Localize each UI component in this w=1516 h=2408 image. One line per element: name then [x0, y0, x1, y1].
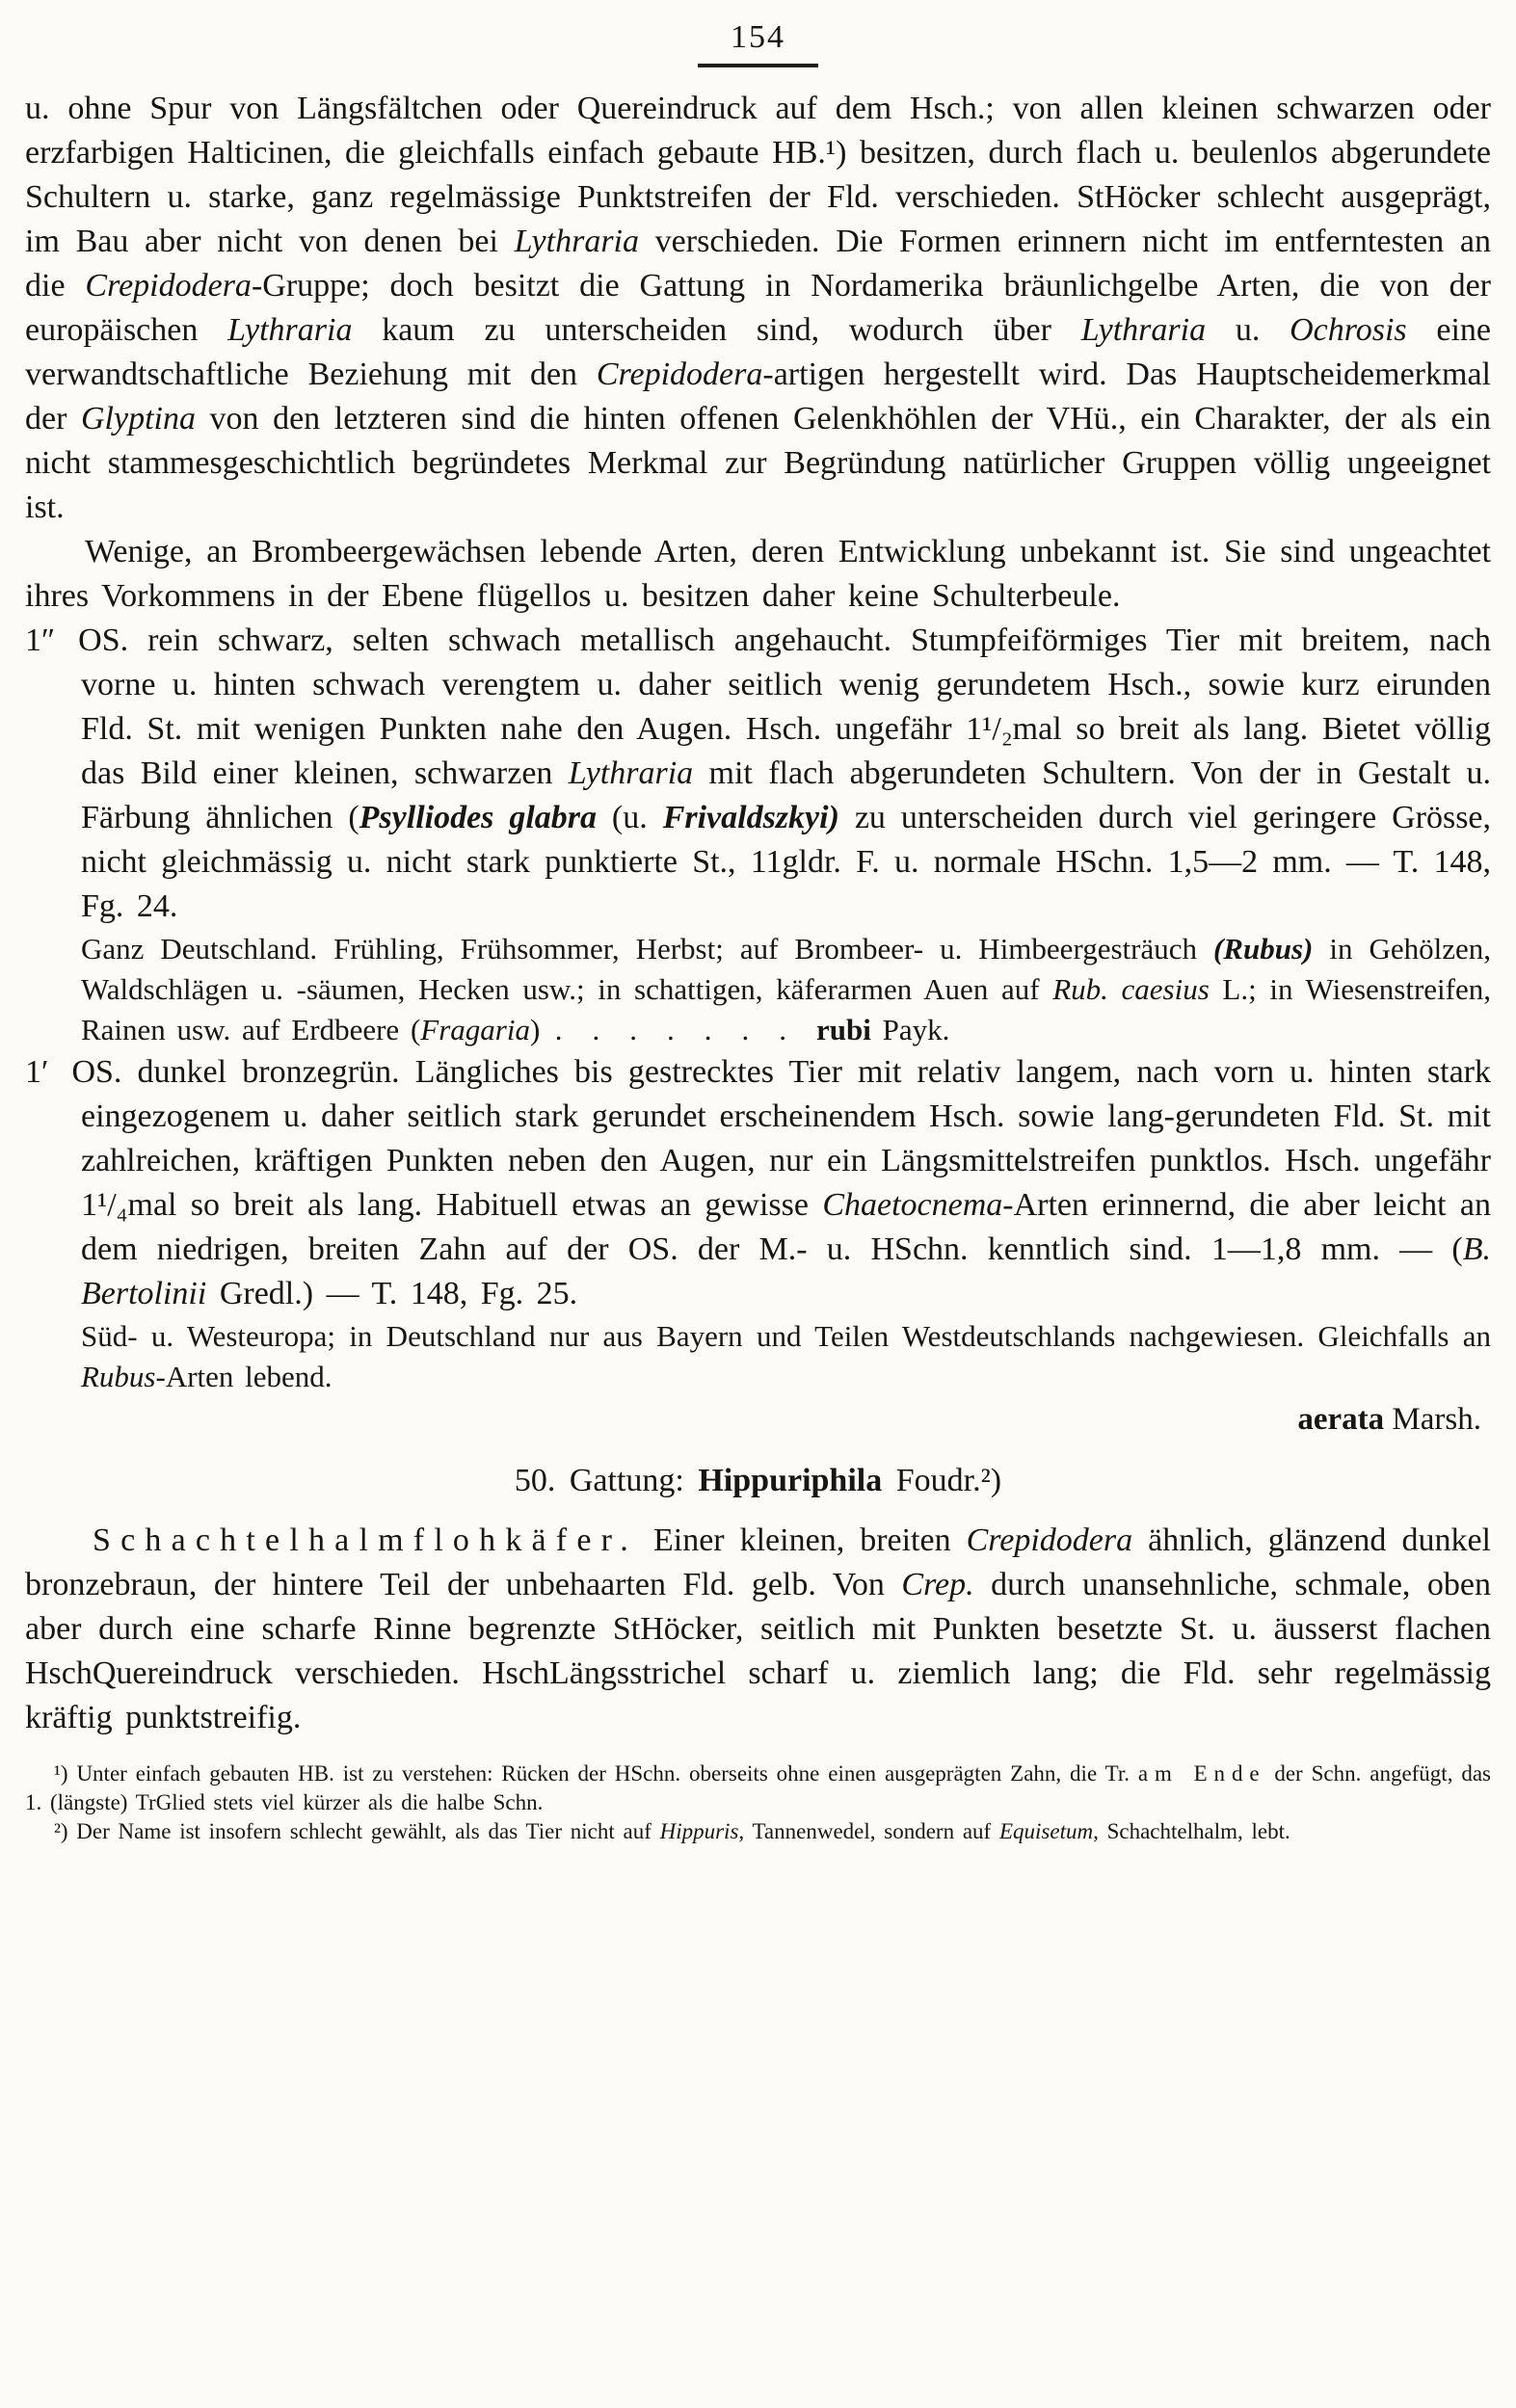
text-segment: Einer kleinen, breiten: [637, 1522, 967, 1558]
text-segment: u. ohne Spur von Längsfältchen oder Quereindruck auf dem Hsch.; von allen kleinen schwarzen oder erzfarbigen Halticinen, die gleichfalls einfach gebaute HB.¹) besitzen, durch flach u. beulenlos abgerundete Schultern u. starke, ganz regelmässige Punktstreifen der Fld. verschieden. StHöcker schlecht ausgeprägt, im Bau aber nicht von denen bei: [25, 91, 1491, 259]
text-segment: Crepidodera: [596, 357, 763, 392]
text-segment: Ganz Deutschland. Frühling, Frühsommer, Herbst; auf Brombeer- u. Himbeergesträuch: [81, 932, 1213, 966]
key-marker: 1′: [25, 1054, 49, 1090]
text-segment: von den letzteren sind die hinten offenen Gelenkhöhlen der VHü., ein Charakter, der als ein nicht stammesgeschichtlich begründetes Merkmal zur Begründung natürlicher Gruppen völlig ungeeignet ist.: [25, 401, 1491, 525]
text-segment: Süd- u. Westeuropa; in Deutschland nur aus Bayern und Teilen Westdeutschlands nachgewiesen. Gleichfalls an: [81, 1319, 1491, 1353]
text-segment: Gredl.) — T. 148, Fg. 25.: [206, 1276, 578, 1311]
text-segment: -Arten erinnernd, die aber leicht an dem niedrigen, breiten Zahn auf der OS. der M.- u. HSchn. kenntlich sind. 1—1,8 mm. — (: [81, 1187, 1491, 1267]
text-segment: zu unterscheiden durch viel geringere Grösse, nicht gleichmässig u. nicht stark punktierte St., 11gldr. F. u. normale HSchn. 1,5—2 mm. — T. 148, Fg. 24.: [81, 800, 1492, 924]
text-segment: L.; in Wiesenstreifen, Rainen usw. auf Erdbeere (: [81, 972, 1491, 1046]
text-segment: Frivaldszkyi): [662, 800, 839, 835]
text-segment: Lythraria: [227, 312, 353, 348]
paragraph-genus-diagnosis: [25, 87, 1491, 530]
text-segment: der Schn. angefügt, das 1. (längste) TrGlied stets viel kürzer als die halbe Schn.: [25, 1761, 1491, 1814]
text-segment: kaum zu unterscheiden sind, wodurch über: [352, 312, 1081, 348]
text-segment: -Gruppe; doch besitzt die Gattung in Nordamerika bräunlichgelbe Arten, die von der europäischen: [25, 268, 1491, 348]
text-segment: OS. dunkel bronzegrün. Längliches bis gestrecktes Tier mit relativ langem, nach vorn u. hinten stark eingezogenem u. daher seitlich stark gerundet erscheinendem Hsch. sowie lang-gerundeten Fld. St. mit zahlreichen, kräftigen Punkten neben den Augen, nur ein Längsmittelstreifen punktlos. Hsch. ungefähr 1¹/₄mal so breit als lang. Habituell etwas an gewisse: [71, 1054, 1491, 1223]
text-segment: Rub. caesius: [1052, 972, 1210, 1006]
text-segment: Glyptina: [80, 401, 196, 437]
paragraph-genus-description: [25, 1519, 1491, 1740]
text-segment: mit flach abgerundeten Schultern. Von der in Gestalt u. Färbung ähnlichen (: [81, 755, 1492, 835]
text-segment: in Gehölzen, Waldschlägen u. -säumen, Hecken usw.; in schattigen, käferarmen Auen auf: [81, 932, 1491, 1006]
text-segment: Hippuris: [659, 1819, 739, 1843]
text-segment: Crepidodera: [966, 1522, 1133, 1558]
text-segment: ) . . . . . . .: [529, 1013, 817, 1046]
text-segment: , Tannenwedel, sondern auf: [738, 1819, 999, 1843]
page-header: [25, 19, 1491, 67]
footnote-2: [25, 1817, 1491, 1846]
text-segment: ¹) Unter einfach gebauten HB. ist zu verstehen: Rücken der HSchn. oberseits ohne einen ausgeprägten Zahn, die Tr.: [54, 1761, 1138, 1786]
text-segment: Wenige, an Brombeergewächsen lebende Arten, deren Entwicklung unbekannt ist. Sie sind ungeachtet ihres Vorkommens in der Ebene flügellos u. besitzen daher keine Schulterbeule.: [25, 534, 1491, 614]
text-segment: -Arten lebend.: [155, 1360, 332, 1393]
text-segment: Hippuriphila: [698, 1463, 883, 1498]
text-segment: (u.: [597, 800, 663, 835]
text-segment: Payk.: [870, 1013, 950, 1046]
text-segment: u.: [1206, 312, 1290, 348]
text-segment: aerata: [1297, 1402, 1385, 1437]
text-segment: Lythraria: [1080, 312, 1207, 348]
paragraph-biology-note: [25, 530, 1491, 619]
text-segment: Schachtelhalmflohkäfer.: [93, 1522, 638, 1558]
text-segment: Psylliodes glabra: [359, 800, 598, 835]
text-segment: Marsh.: [1384, 1402, 1481, 1437]
text-segment: Lythraria: [568, 755, 694, 791]
text-segment: Crepidodera: [85, 268, 252, 304]
text-segment: Equisetum: [998, 1819, 1094, 1843]
text-block: [25, 87, 1491, 1740]
text-segment: eine verwandtschaftliche Beziehung mit den: [25, 312, 1492, 392]
text-segment: , Schachtelhalm, lebt.: [1093, 1819, 1290, 1843]
page-number: 154: [698, 19, 818, 67]
text-segment: Ochrosis: [1290, 312, 1407, 348]
text-segment: ähnlich, glänzend dunkel bronzebraun, der hintere Teil der unbehaarten Fld. gelb. Von: [25, 1522, 1491, 1602]
distribution-rubi: [81, 929, 1491, 1050]
text-segment: ²) Der Name ist insofern schlecht gewählt, als das Tier nicht auf: [54, 1819, 660, 1843]
text-segment: rubi: [816, 1013, 871, 1046]
key-item-body: [78, 622, 1491, 924]
text-segment: -artigen hergestellt wird. Das Hauptscheidemerkmal der: [25, 357, 1491, 437]
text-segment: Rubus: [81, 1360, 156, 1393]
text-segment: Lythraria: [514, 224, 639, 259]
distribution-aerata: [81, 1316, 1491, 1397]
text-segment: Chaetocnema: [822, 1187, 1003, 1223]
text-segment: Foudr.²): [882, 1463, 1002, 1498]
text-segment: durch unansehnliche, schmale, oben aber durch eine scharfe Rinne begrenzte StHöcker, seitlich mit Punkten besetzte St. u. äusserst flachen HschQuereindruck verschieden. HschLängsstrichel scharf u. ziemlich lang; die Fld. sehr regelmässig kräftig punktstreifig.: [25, 1567, 1492, 1735]
text-segment: Crep.: [901, 1567, 974, 1602]
text-segment: (Rubus): [1212, 932, 1314, 966]
genus-heading: [25, 1459, 1491, 1503]
text-segment: am Ende: [1137, 1761, 1266, 1786]
key-item-1-double-prime: [25, 619, 1491, 929]
text-segment: OS. rein schwarz, selten schwach metallisch angehaucht. Stumpfeiförmiges Tier mit breitem, nach vorne u. hinten schwach verengtem u. daher seitlich wenig gerundetem Hsch., sowie kurz eirunden Fld. St. mit wenigen Punkten nahe den Augen. Hsch. ungefähr 1¹/₂mal so breit als lang. Bietet völlig das Bild einer kleinen, schwarzen: [78, 622, 1491, 791]
key-item-1-prime: [25, 1050, 1491, 1316]
footnotes-section: [25, 1760, 1491, 1846]
key-item-body: [71, 1054, 1491, 1311]
text-segment: B. Bertolinii: [81, 1231, 1491, 1311]
species-name-aerata: [25, 1397, 1491, 1442]
text-segment: Fragaria: [420, 1013, 530, 1046]
key-marker: 1″: [25, 622, 56, 658]
text-segment: 50. Gattung:: [514, 1463, 699, 1498]
footnote-1: [25, 1760, 1491, 1817]
text-segment: verschieden. Die Formen erinnern nicht im entferntesten an die: [25, 224, 1491, 304]
